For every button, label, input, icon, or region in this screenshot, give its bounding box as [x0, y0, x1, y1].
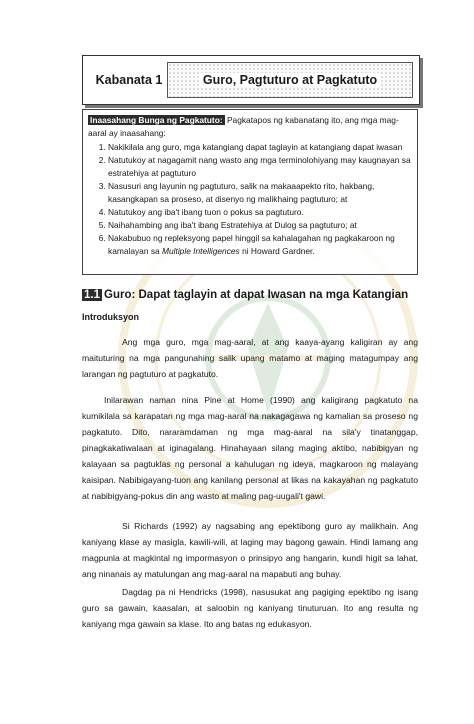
outcome-item-6-post: ni Howard Gardner. [239, 246, 315, 256]
outcomes-lead-label: Inaasahang Bunga ng Pagkatuto: [90, 115, 223, 125]
chapter-title: Guro, Pagtuturo at Pagkatuto [199, 73, 381, 87]
outcomes-lead [88, 114, 412, 140]
paragraph: Si Richards (1992) ay nagsabing ang epektibong guro ay malikhain. Ang kaniyang klase ay masigla, kawili-wili, at laging may bagong gawain. Hindi lamang ang magpunla at magkintal ng impormasyon o prinsipyo ang hangarin, kundi higit sa lahat, ang ninanais ay matulungan ang mag-aaral na mapabuti ang buhay. [82, 521, 418, 579]
outcome-item [108, 232, 412, 258]
paragraph: Inilarawan naman nina Pine at Home (1990) ang kaligirang pagkatuto na kumikilala sa karapatan ng mga mag-aaral na nakagagawa ng kamalian sa proseso ng pagkatuto. Dito, nararamdaman ng mga mag-aaral na sila'y tinatanggap, pinagkakatiwalaan at iginagalang. Hinahayaan silang maging aktibo, nabibigyan ng kalayaan sa pagtuklas ng personal a kahulugan ng ideya, magkaroon ng malayang kaisipan. Nabibigayang-tuon ang kanilang personal at likas na kakayahan ng pagkatuto at nabibigyang-pokus din ang wasto at maling pag-uugali't gawi. [82, 395, 418, 501]
outcomes-list [88, 141, 412, 258]
chapter-label: Kabanata 1 [95, 73, 163, 87]
outcomes-lead-text: Pagkatapos ng kabanatang ito, ang mga mag-aaral ay inaasahang: [88, 115, 399, 138]
section-heading [82, 289, 408, 301]
paragraph: Dagdag pa ni Hendricks (1998), nasusukat ang pagiging epektibo ng isang guro sa gawain, kaasalan, at saloobin ng kaniyang tinuturuan. Ito ang resulta ng kaniyang mga gawain sa klase. Ito ang batas ng edukasyon. [82, 587, 418, 629]
outcome-item: 4. Natutukoy ang iba't ibang tuon o pokus sa pagtuturo. [108, 206, 412, 219]
outcome-item: 2. Natutukoy at nagagamit nang wasto ang mga terminolohiyang may kaugnayan sa estratehiya at pagtuturo [108, 154, 412, 180]
chapter-header [82, 55, 420, 105]
chapter-title-box [167, 62, 413, 98]
paragraph: Ang mga guro, mga mag-aaral, at ang kaaya-ayang kaligiran ay ang maituturing na mga pangunahing salik upang matamo at maging matagumpay ang larangan ng pagtuturo at pagkatuto. [82, 337, 418, 379]
section-title: Guro: Dapat taglayin at dapat Iwasan na mga Katangian [104, 289, 409, 301]
section-number: 1.1 [84, 289, 100, 301]
outcome-item: 5. Naihahambing ang iba't ibang Estratehiya at Dulog sa pagtuturo; at [108, 219, 412, 232]
intro-heading: Introduksyon [82, 312, 140, 322]
outcome-item: 3. Nasusuri ang layunin ng pagtuturo, salik na makaaapekto rito, hakbang, kasangkapan sa proseso, at disenyo ng malikhaing pagtuturo; at [108, 180, 412, 206]
outcome-item-6-italic: Multiple Intelligences [162, 246, 240, 256]
learning-outcomes-box [82, 109, 418, 275]
outcome-item: 1. Nakikilala ang guro, mga katangiang dapat taglayin at katangiang dapat iwasan [108, 141, 412, 154]
outcome-item-6-pre: Nakabubuo ng repleksyong papel hinggil sa kahalagahan ng pagkakaroon ng kamalayan sa [108, 233, 395, 256]
